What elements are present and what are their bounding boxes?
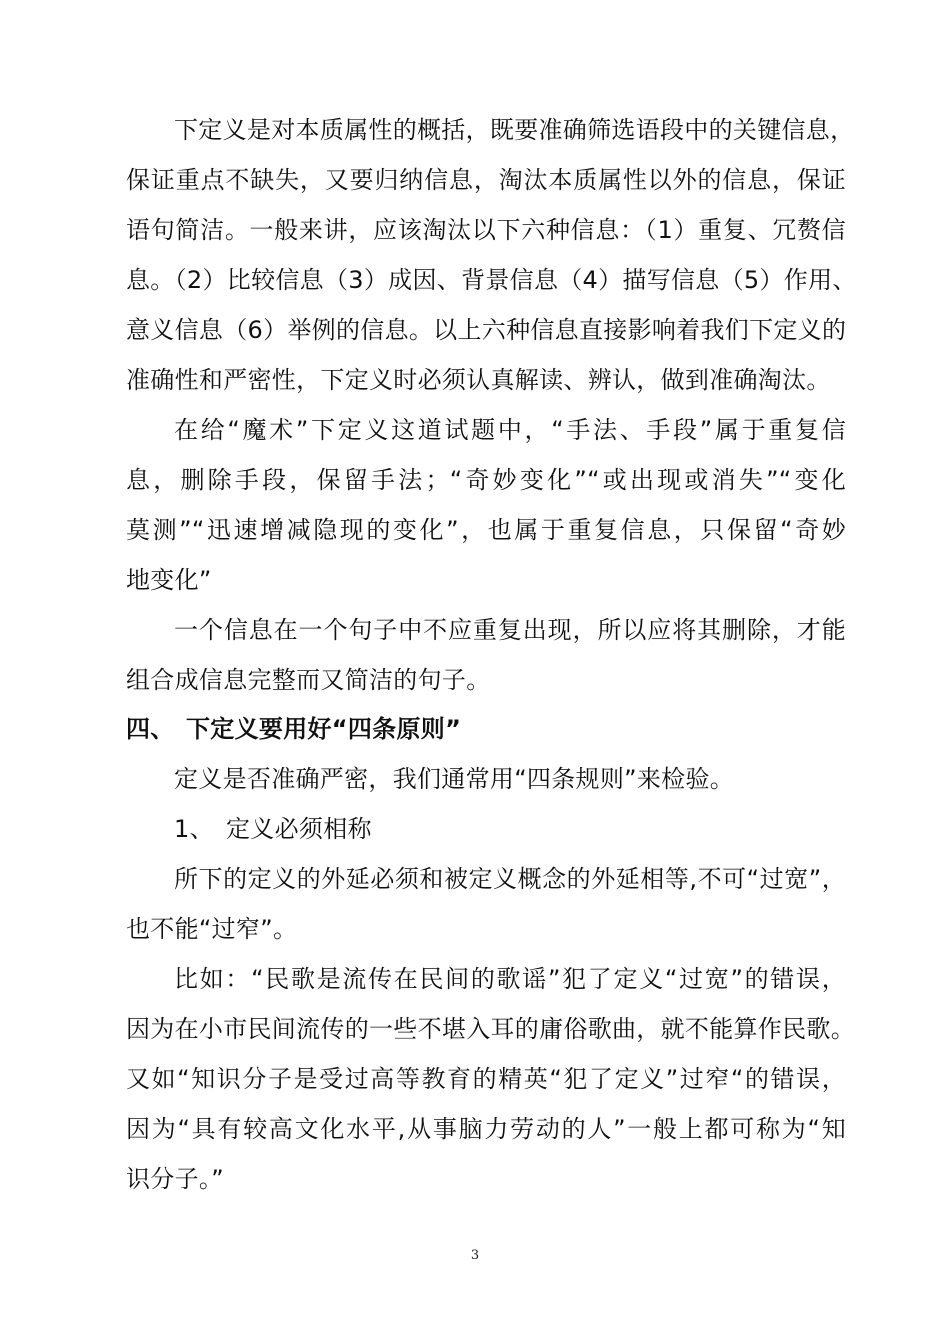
- paragraph-line: 意义信息（6）举例的信息。以上六种信息直接影响着我们下定义的: [126, 316, 847, 344]
- list-item-title: 定义必须相称: [226, 815, 372, 843]
- paragraph-line: 所下的定义的外延必须和被定义概念的外延相等,不可“过宽”，: [174, 865, 846, 893]
- paragraph-line: 保证重点不缺失，又要归纳信息，淘汰本质属性以外的信息，保证: [126, 166, 846, 194]
- paragraph-line: 语句简洁。一般来讲，应该淘汰以下六种信息：（1）重复、冗赘信: [126, 216, 846, 244]
- paragraph-line: 因为在小市民间流传的一些不堪入耳的庸俗歌曲，就不能算作民歌。: [126, 1015, 855, 1043]
- paragraph-line: 组合成信息完整而又简洁的句子。: [126, 666, 491, 694]
- paragraph-line: 准确性和严密性，下定义时必须认真解读、辨认，做到准确淘汰。: [126, 366, 831, 394]
- section-heading-number: 四、: [126, 715, 175, 743]
- paragraph-line: 下定义是对本质属性的概括，既要准确筛选语段中的关键信息，: [174, 116, 855, 144]
- paragraph-line: 比如：“民歌是流传在民间的歌谣”犯了定义“过宽”的错误，: [174, 965, 846, 993]
- paragraph-line: 息，删除手段，保留手法；“奇妙变化”“或出现或消失”“变化: [126, 466, 846, 494]
- paragraph-line: 也不能“过窄”。: [126, 915, 298, 943]
- paragraph-line: 识分子。”: [126, 1165, 224, 1193]
- paragraph-line: 定义是否准确严密，我们通常用“四条规则”来检验。: [174, 765, 735, 793]
- list-item: [174, 814, 846, 844]
- paragraph-line: 息。（2）比较信息（3）成因、背景信息（4）描写信息（5）作用、: [126, 266, 857, 294]
- page-number: 3: [470, 1248, 480, 1263]
- paragraph-line: 莫测”“迅速增减隐现的变化”，也属于重复信息，只保留“奇妙: [126, 516, 846, 544]
- list-item-number: 1、: [174, 815, 214, 843]
- section-heading: [126, 714, 846, 744]
- paragraph-line: 因为“具有较高文化水平,从事脑力劳动的人”一般上都可称为“知: [126, 1115, 846, 1143]
- paragraph-line: 在给“魔术”下定义这道试题中，“手法、手段”属于重复信: [174, 416, 846, 444]
- paragraph-line: 地变化”: [126, 566, 212, 594]
- paragraph-line: 又如“知识分子是受过高等教育的精英“犯了定义”过窄“的错误，: [126, 1065, 846, 1093]
- paragraph-line: 一个信息在一个句子中不应重复出现，所以应将其删除，才能: [174, 616, 846, 644]
- section-heading-title: 下定义要用好“四条原则”: [186, 715, 462, 743]
